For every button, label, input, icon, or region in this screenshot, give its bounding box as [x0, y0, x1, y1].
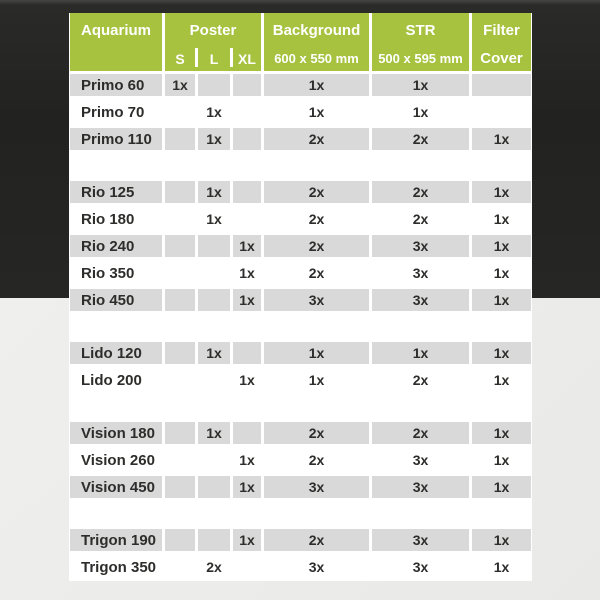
- cell-s: [165, 262, 195, 284]
- cell-filter: 1x: [493, 372, 510, 388]
- aquarium-name-cell: Primo 60: [70, 74, 162, 96]
- cell-str: 2x: [372, 181, 469, 203]
- cell-filter: [472, 101, 531, 123]
- header-background: [264, 13, 369, 71]
- cell-xl: [233, 128, 261, 150]
- table-row: [70, 289, 531, 311]
- table-row: [70, 128, 531, 150]
- table-row: [70, 262, 531, 284]
- cell-str: 2x: [372, 422, 469, 444]
- cell-str: 3x: [412, 559, 429, 575]
- cell-l: [198, 369, 230, 391]
- cell-xl: 1x: [239, 372, 255, 388]
- cell-background: 2x: [264, 529, 369, 551]
- aquarium-name-cell: Rio 450: [70, 289, 162, 311]
- cell-xl: 1x: [233, 529, 261, 551]
- header-size-s: S: [175, 50, 185, 67]
- cell-filter: 1x: [493, 265, 510, 281]
- cell-l: [198, 476, 230, 498]
- table-row: [70, 476, 531, 498]
- aquarium-name-cell: Vision 450: [70, 476, 162, 498]
- header-filter-line1: Filter: [483, 22, 520, 39]
- cell-background: 3x: [308, 559, 325, 575]
- table-row: [70, 208, 531, 230]
- table-row: [70, 342, 531, 364]
- cell-background: 3x: [264, 476, 369, 498]
- table-body: [70, 71, 531, 578]
- cell-filter: 1x: [493, 211, 510, 227]
- cell-background: 3x: [264, 289, 369, 311]
- table-header: [70, 13, 531, 71]
- header-filter-line2: Cover: [480, 50, 523, 67]
- cell-filter: 1x: [493, 452, 510, 468]
- header-str-size: 500 x 595 mm: [378, 51, 463, 66]
- cell-str: 1x: [372, 74, 469, 96]
- table-row: [70, 422, 531, 444]
- header-background-size: 600 x 550 mm: [274, 51, 359, 66]
- cell-s: [165, 529, 195, 551]
- cell-s: [165, 449, 195, 471]
- cell-xl: [233, 422, 261, 444]
- cell-s: [165, 342, 195, 364]
- cell-background: 2x: [264, 235, 369, 257]
- cell-background: 2x: [264, 181, 369, 203]
- cell-str: 1x: [372, 342, 469, 364]
- cell-s: [165, 101, 195, 123]
- table-row: [70, 235, 531, 257]
- cell-xl: [233, 208, 261, 230]
- cell-filter: 1x: [472, 235, 531, 257]
- cell-s: [165, 289, 195, 311]
- cell-l: 1x: [206, 104, 222, 120]
- header-poster-label: Poster: [189, 22, 237, 39]
- cell-filter: 1x: [472, 128, 531, 150]
- section-spacer: [70, 155, 531, 176]
- aquarium-name-cell: Vision 180: [70, 422, 162, 444]
- cell-l: [198, 289, 230, 311]
- cell-filter: [472, 74, 531, 96]
- cell-xl: [233, 181, 261, 203]
- cell-l: 2x: [206, 559, 222, 575]
- cell-xl: 1x: [233, 235, 261, 257]
- aquarium-name-cell: Rio 350: [81, 264, 135, 282]
- cell-xl: [233, 342, 261, 364]
- cell-background: 1x: [264, 342, 369, 364]
- table-row: [70, 449, 531, 471]
- header-background-label: Background: [272, 22, 361, 39]
- cell-filter: 1x: [472, 476, 531, 498]
- cell-xl: 1x: [233, 289, 261, 311]
- cell-filter: 1x: [472, 529, 531, 551]
- cell-l: [198, 235, 230, 257]
- aquarium-name-cell: Lido 200: [81, 371, 142, 389]
- cell-str: 2x: [412, 211, 429, 227]
- header-size-l: L: [209, 50, 219, 67]
- cell-str: 3x: [372, 476, 469, 498]
- table-row: [70, 369, 531, 391]
- cell-s: [165, 208, 195, 230]
- table-row: [70, 101, 531, 123]
- cell-str: 3x: [372, 235, 469, 257]
- cell-xl: 1x: [233, 476, 261, 498]
- table-row: [70, 556, 531, 578]
- table-row: [70, 74, 531, 96]
- cell-s: [165, 369, 195, 391]
- section-spacer: [70, 396, 531, 417]
- table-row: [70, 529, 531, 551]
- header-poster: [165, 13, 261, 71]
- aquarium-name-cell: Trigon 350: [81, 558, 157, 576]
- cell-filter: 1x: [472, 422, 531, 444]
- cell-xl: 1x: [239, 265, 255, 281]
- cell-xl: 1x: [239, 452, 255, 468]
- table-row: [70, 181, 531, 203]
- header-filter-cover: [472, 13, 531, 71]
- table-panel: [69, 13, 532, 581]
- aquarium-name-cell: Rio 240: [70, 235, 162, 257]
- cell-l: 1x: [198, 128, 230, 150]
- header-aquarium: [70, 13, 162, 71]
- section-spacer: [70, 503, 531, 524]
- header-poster-sizes: [165, 48, 261, 69]
- cell-s: 1x: [165, 74, 195, 96]
- cell-filter: 1x: [493, 559, 510, 575]
- cell-filter: 1x: [472, 342, 531, 364]
- header-str: [372, 13, 469, 71]
- aquarium-name-cell: Rio 125: [70, 181, 162, 203]
- cell-str: 1x: [412, 104, 429, 120]
- cell-xl: [233, 556, 261, 578]
- cell-s: [165, 235, 195, 257]
- aquarium-name-cell: Lido 120: [70, 342, 162, 364]
- cell-s: [165, 476, 195, 498]
- aquarium-name-cell: Vision 260: [81, 451, 155, 469]
- cell-l: 1x: [198, 422, 230, 444]
- cell-l: [198, 529, 230, 551]
- header-aquarium-label: Aquarium: [80, 22, 151, 39]
- cell-l: [198, 449, 230, 471]
- cell-l: 1x: [198, 181, 230, 203]
- cell-background: 1x: [308, 372, 325, 388]
- cell-background: 2x: [264, 128, 369, 150]
- cell-s: [165, 422, 195, 444]
- cell-str: 3x: [372, 529, 469, 551]
- cell-background: 2x: [308, 211, 325, 227]
- section-spacer: [70, 316, 531, 337]
- cell-background: 2x: [308, 265, 325, 281]
- cell-xl: [233, 74, 261, 96]
- cell-background: 2x: [308, 452, 325, 468]
- aquarium-name-cell: Rio 180: [81, 210, 135, 228]
- cell-background: 2x: [264, 422, 369, 444]
- cell-l: 1x: [206, 211, 222, 227]
- cell-background: 1x: [264, 74, 369, 96]
- header-str-label: STR: [405, 22, 436, 39]
- cell-xl: [233, 101, 261, 123]
- cell-str: 2x: [372, 128, 469, 150]
- cell-str: 3x: [412, 452, 429, 468]
- cell-s: [165, 128, 195, 150]
- cell-s: [165, 556, 195, 578]
- cell-l: 1x: [198, 342, 230, 364]
- cell-str: 3x: [412, 265, 429, 281]
- aquarium-name-cell: Primo 110: [70, 128, 162, 150]
- cell-s: [165, 181, 195, 203]
- cell-str: 2x: [412, 372, 429, 388]
- aquarium-name-cell: Primo 70: [81, 103, 145, 121]
- cell-str: 3x: [372, 289, 469, 311]
- aquarium-name-cell: Trigon 190: [70, 529, 162, 551]
- header-size-xl: XL: [238, 50, 256, 67]
- cell-l: [198, 74, 230, 96]
- cell-l: [198, 262, 230, 284]
- cell-background: 1x: [308, 104, 325, 120]
- cell-filter: 1x: [472, 289, 531, 311]
- cell-filter: 1x: [472, 181, 531, 203]
